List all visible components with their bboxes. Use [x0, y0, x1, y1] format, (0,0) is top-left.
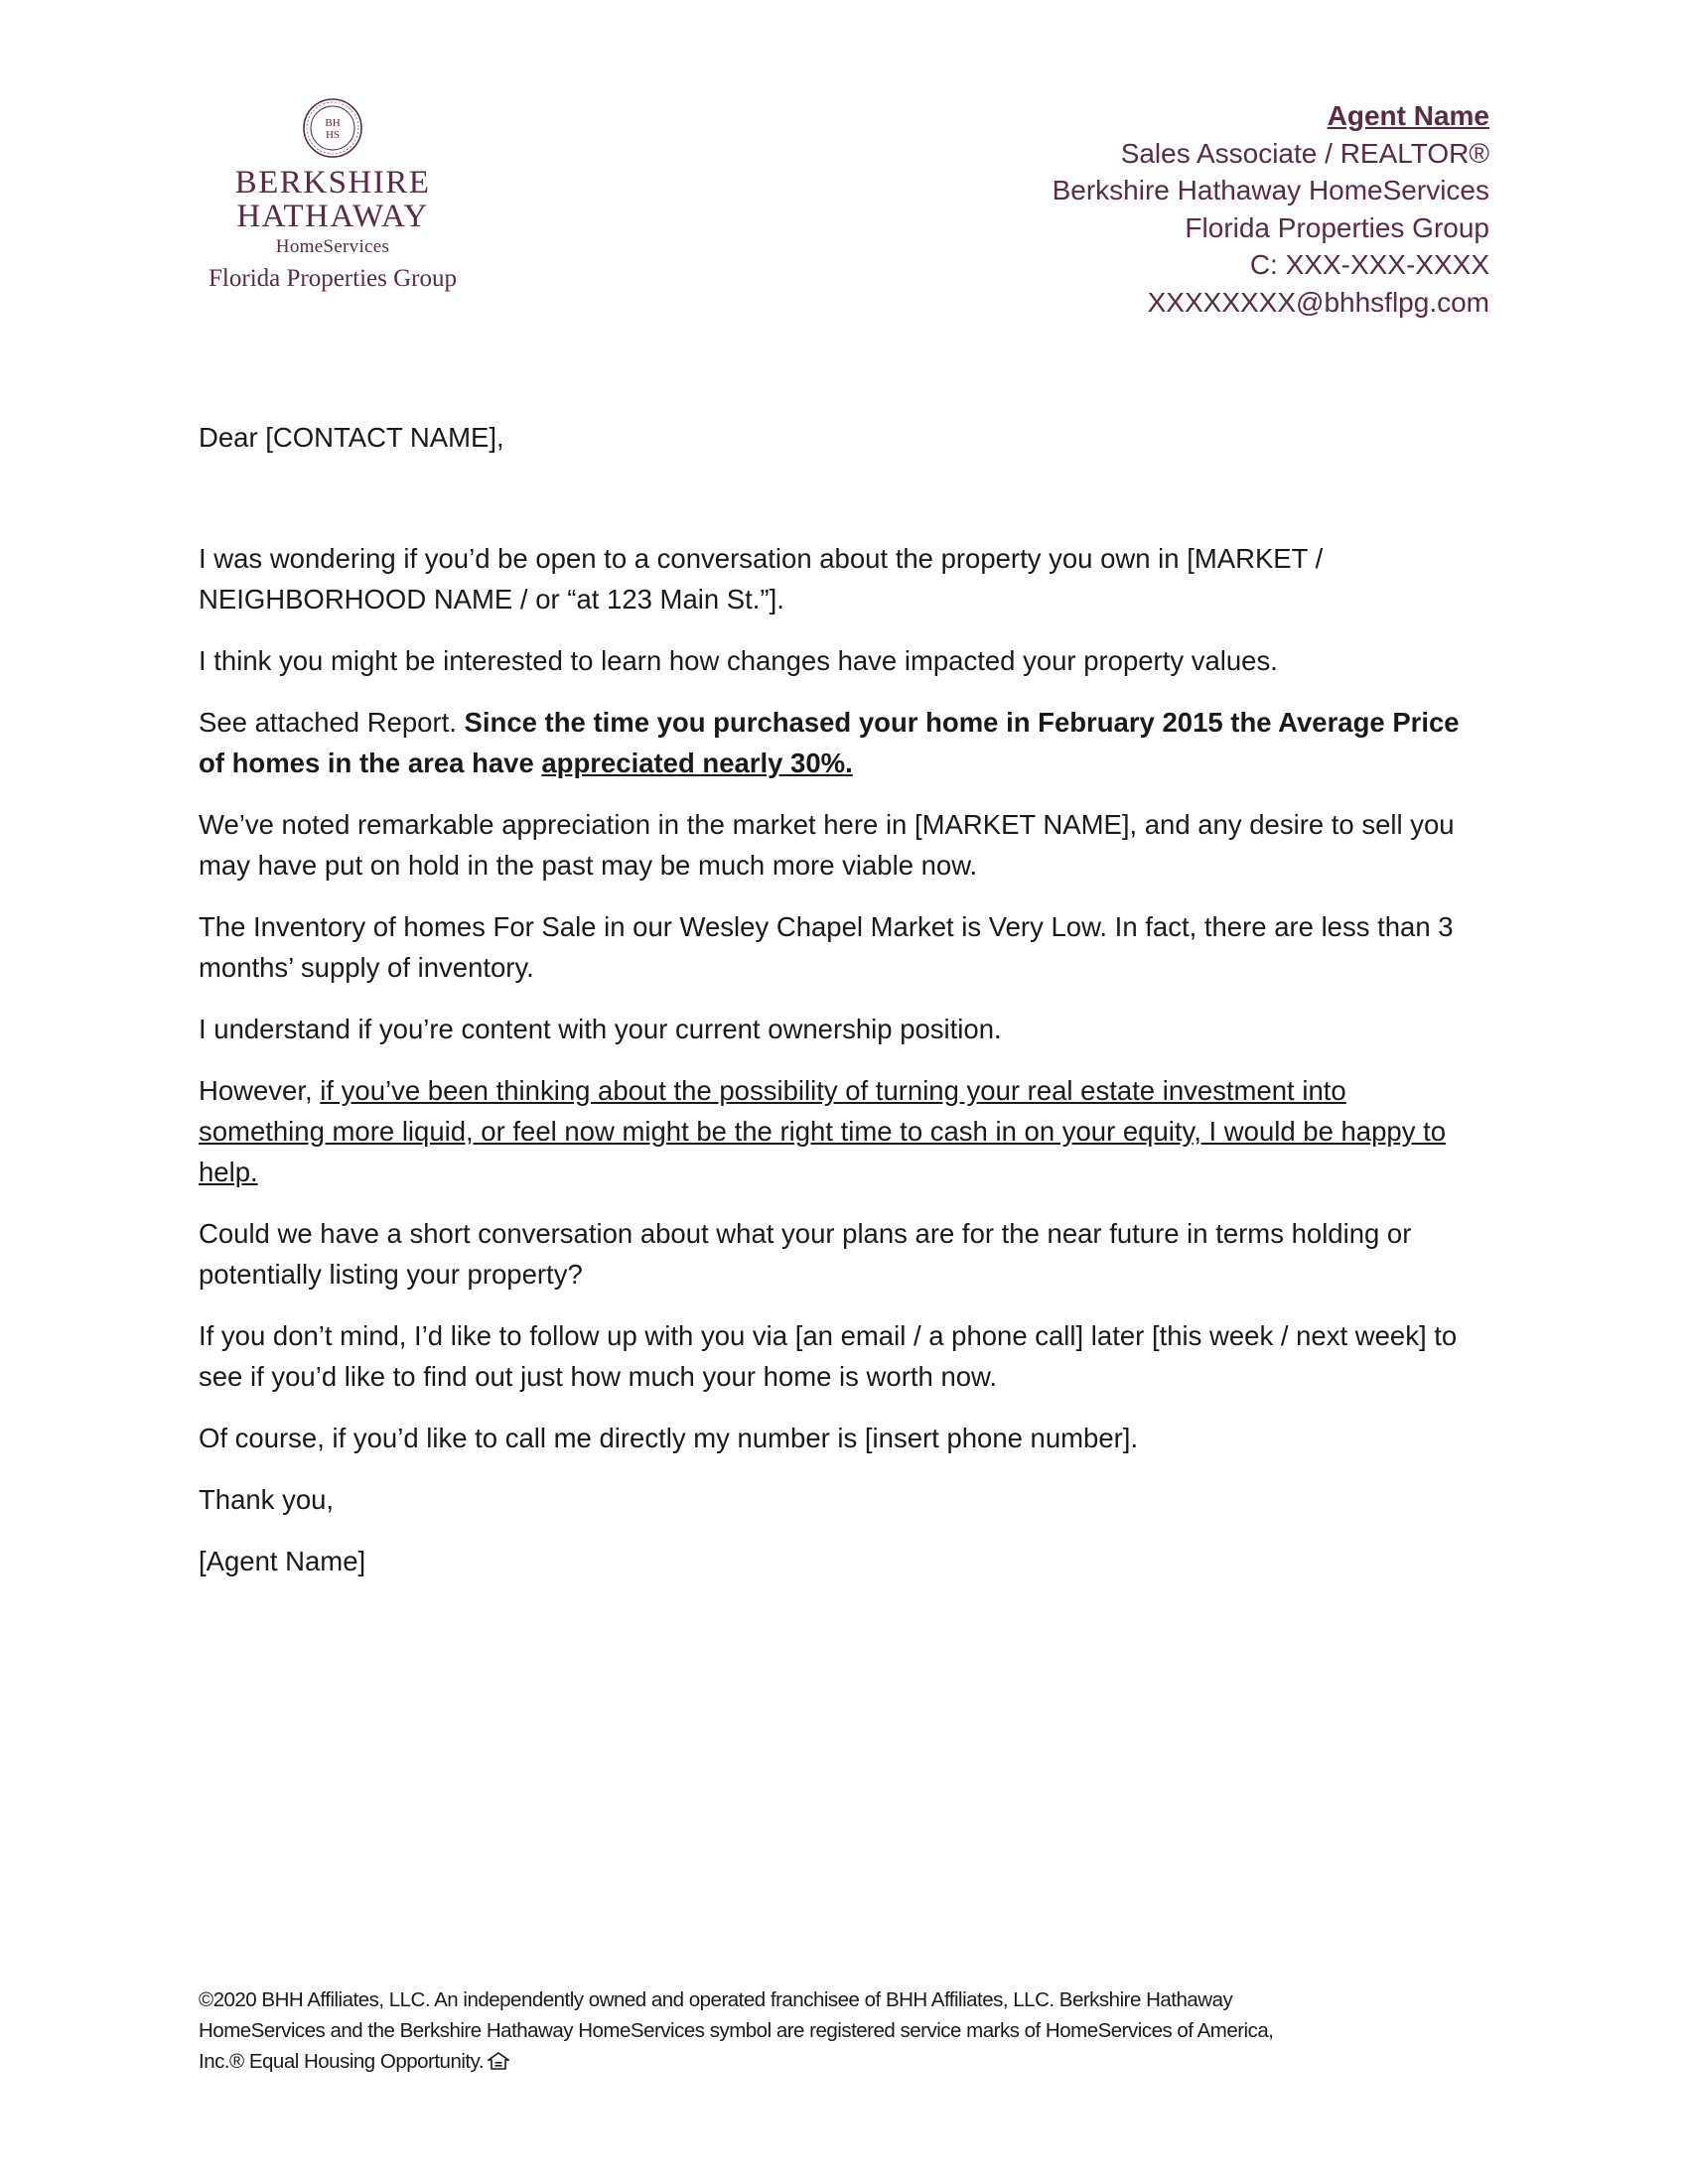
- brand-line-berkshire: BERKSHIRE: [234, 165, 431, 201]
- salutation: Dear [CONTACT NAME],: [199, 422, 504, 453]
- paragraph-3-plain: See attached Report.: [199, 707, 465, 738]
- agent-title: Sales Associate / REALTOR®: [1120, 137, 1489, 169]
- signature: [Agent Name]: [199, 1546, 366, 1576]
- agent-contact-block: [1053, 97, 1489, 321]
- paragraph-1: I was wondering if you’d be open to a conversation about the property you own in [MARKET / NEIGHBORHOOD NAME / or “at 123 Main St.”].: [199, 543, 1324, 614]
- svg-text:BH: BH: [325, 117, 341, 129]
- brand-line-hathaway: HATHAWAY: [236, 199, 429, 234]
- legal-footer: [199, 1984, 1311, 2079]
- agent-name: Agent Name: [1327, 100, 1489, 131]
- paragraph-4: We’ve noted remarkable appreciation in the market here in [MARKET NAME], and any desire to sell you may have put on hold in the past may be much more viable now.: [199, 809, 1455, 881]
- closing: Thank you,: [199, 1484, 335, 1515]
- paragraph-8: Could we have a short conversation about what your plans are for the near future in terms holding or potentially listing your property?: [199, 1218, 1412, 1290]
- paragraph-3-bold: Since the time you purchased your home in February 2015 the Average Price of homes in the area have: [199, 707, 1460, 778]
- legal-footer-text: ©2020 BHH Affiliates, LLC. An independently owned and operated franchisee of BHH Affiliates, LLC. Berkshire Hathaway HomeServices and the Berkshire Hathaway HomeServices symbol are registered service marks of HomeServices of America, Inc.® Equal Housing Opportunity.: [199, 1988, 1274, 2073]
- paragraph-3-bold-underline: appreciated nearly 30%.: [541, 748, 853, 778]
- agent-company: Berkshire Hathaway HomeServices: [1052, 175, 1489, 205]
- brand-line-homeservices: HomeServices: [275, 236, 390, 257]
- equal-housing-icon: [488, 2048, 509, 2079]
- paragraph-9: If you don’t mind, I’d like to follow up with you via [an email / a phone call] later [this week / next week] to see if you’d like to find out just how much your home is worth now.: [199, 1320, 1458, 1392]
- agent-phone: C: XXX-XXX-XXXX: [1249, 249, 1489, 280]
- agent-group: Florida Properties Group: [1185, 211, 1489, 243]
- paragraph-6: I understand if you’re content with your current ownership position.: [199, 1014, 1002, 1044]
- agent-email: XXXXXXXX@bhhsflpg.com: [1147, 286, 1489, 318]
- brand-logo: [184, 97, 482, 291]
- paragraph-7: [199, 1070, 1479, 1192]
- paragraph-7-underline: if you’ve been thinking about the possibility of turning your real estate investment into something more liquid, or feel now might be the right time to cash in on your equity, I would be happy to help.: [199, 1075, 1447, 1187]
- bhhs-seal-icon: [302, 97, 363, 159]
- svg-text:HS: HS: [325, 129, 341, 141]
- brand-line-group: Florida Properties Group: [209, 265, 457, 292]
- paragraph-2: I think you might be interested to learn how changes have impacted your property values.: [199, 645, 1278, 676]
- letter-body: [199, 417, 1479, 1602]
- paragraph-3: [199, 702, 1479, 783]
- paragraph-7-plain: However,: [199, 1075, 321, 1106]
- paragraph-5: The Inventory of homes For Sale in our Wesley Chapel Market is Very Low. In fact, there are less than 3 months’ supply of inventory.: [199, 911, 1454, 983]
- paragraph-10: Of course, if you’d like to call me directly my number is [insert phone number].: [199, 1423, 1139, 1453]
